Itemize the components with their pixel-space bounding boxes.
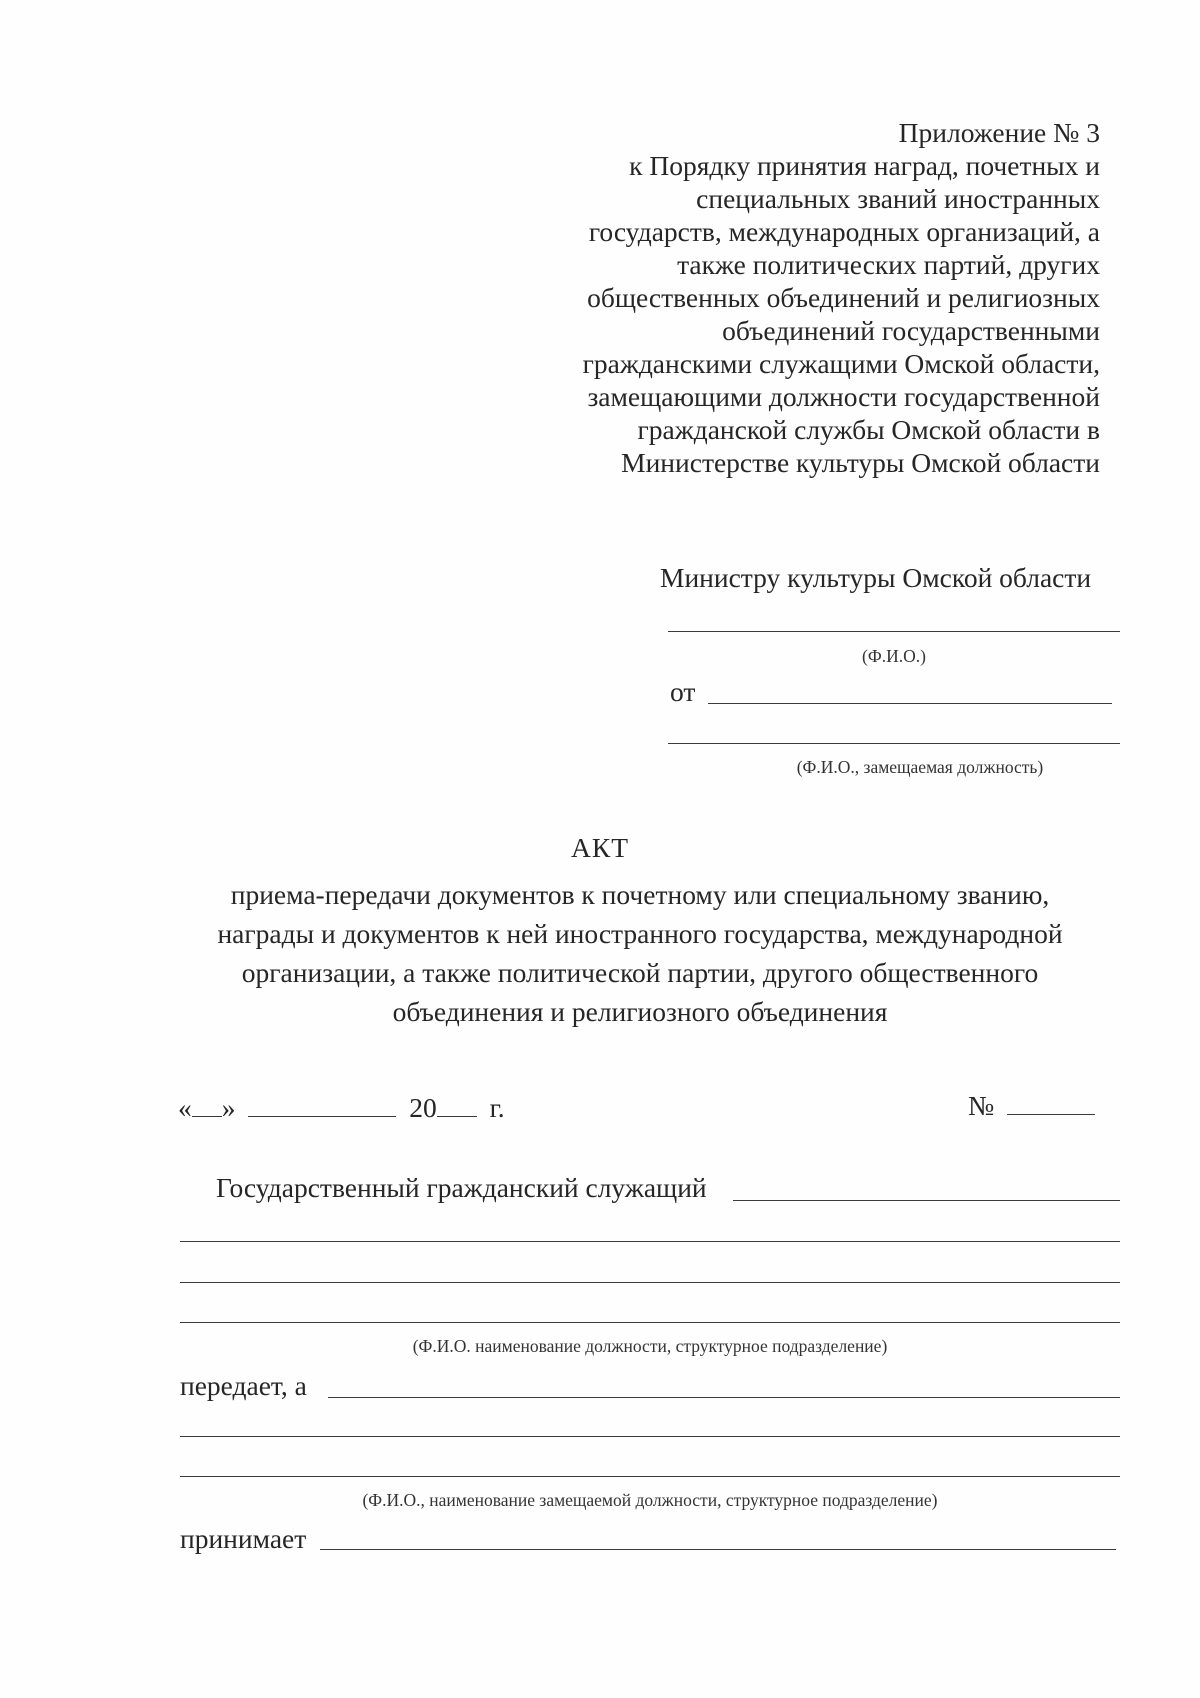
date-year-prefix: 20 — [409, 1092, 437, 1123]
date-month-field[interactable] — [248, 1094, 396, 1117]
act-subtitle-line: организации, а также политической партии, другого общественного — [241, 957, 1039, 988]
date-close-quote: » — [221, 1092, 236, 1123]
transfers-line-3[interactable] — [180, 1476, 1120, 1477]
accepts-label: принимает — [180, 1523, 307, 1554]
servant-line[interactable] — [733, 1200, 1120, 1201]
number-sign: № — [968, 1090, 995, 1121]
appendix-line: Министерстве культуры Омской области — [621, 447, 1100, 478]
appendix-line: гражданской службы Омской области в — [637, 414, 1100, 445]
transfers-line[interactable] — [328, 1397, 1120, 1398]
appendix-line: гражданскими служащими Омской области, — [582, 348, 1100, 379]
act-number-field[interactable] — [1007, 1092, 1095, 1115]
date-open-quote: « — [178, 1092, 192, 1123]
servant-line-4[interactable] — [180, 1322, 1120, 1323]
servant-line-2[interactable] — [180, 1241, 1120, 1242]
servant-caption: (Ф.И.О. наименование должности, структурное подразделение) — [412, 1336, 888, 1356]
from-caption: (Ф.И.О., замещаемая должность) — [796, 757, 1044, 777]
appendix-line: также политических партий, других — [677, 249, 1100, 280]
accepts-line[interactable] — [320, 1549, 1116, 1550]
appendix-line: к Порядку принятия наград, почетных и — [629, 150, 1100, 181]
servant-line-3[interactable] — [180, 1282, 1120, 1283]
appendix-header — [540, 116, 1100, 479]
date-day-field[interactable] — [192, 1094, 222, 1117]
date-year-suffix: г. — [489, 1092, 505, 1123]
appendix-line: объединений государственными — [722, 315, 1100, 346]
appendix-line: Приложение № 3 — [898, 117, 1100, 148]
addressee-to: Министру культуры Омской области — [660, 562, 1092, 593]
appendix-line: государств, международных организаций, а — [588, 216, 1100, 247]
act-subtitle-line: объединения и религиозного объединения — [392, 996, 888, 1027]
from-line-2[interactable] — [668, 743, 1120, 744]
receiver-caption: (Ф.И.О., наименование замещаемой должности, структурное подразделение) — [362, 1490, 938, 1510]
number-row — [968, 1090, 1095, 1122]
transfers-line-2[interactable] — [180, 1436, 1120, 1437]
act-subtitle — [200, 875, 1080, 1031]
from-label: от — [670, 676, 696, 707]
act-subtitle-line: приема-передачи документов к почетному или специальному званию, — [230, 879, 1050, 910]
transfers-label: передает, а — [180, 1370, 307, 1401]
servant-label: Государственный гражданский служащий — [216, 1172, 707, 1203]
appendix-line: замещающими должности государственной — [587, 381, 1100, 412]
appendix-line: специальных званий иностранных — [696, 183, 1100, 214]
act-title: АКТ — [571, 832, 629, 863]
addressee-fio-caption: (Ф.И.О.) — [862, 646, 926, 666]
date-year-field[interactable] — [437, 1094, 477, 1117]
appendix-line: общественных объединений и религиозных — [587, 282, 1100, 313]
from-line[interactable] — [708, 703, 1112, 704]
date-row — [178, 1092, 505, 1124]
act-subtitle-line: награды и документов к ней иностранного государства, международной — [217, 918, 1063, 949]
addressee-fio-line[interactable] — [668, 631, 1120, 632]
